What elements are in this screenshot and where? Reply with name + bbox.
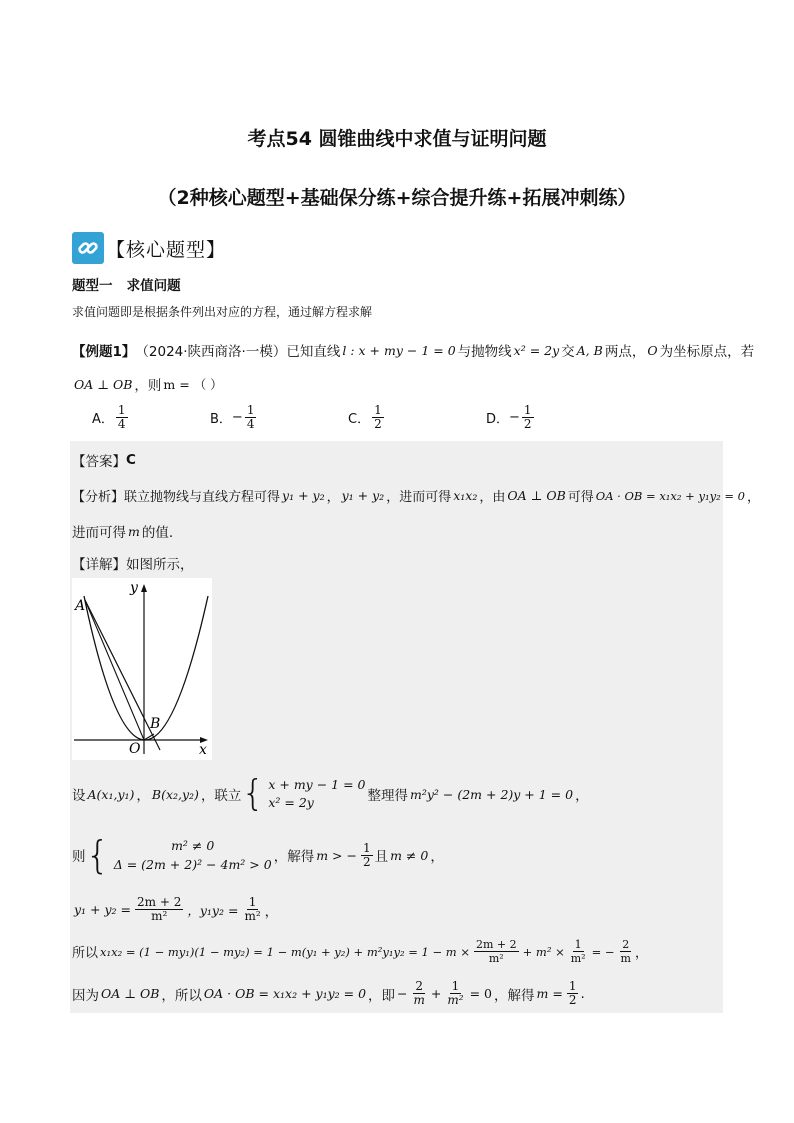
example-text: 交 [561, 344, 575, 360]
choice-fraction [116, 404, 128, 431]
label-y: y [130, 580, 138, 596]
section-header [72, 232, 226, 264]
choice-d [486, 404, 536, 431]
choice-fraction [372, 404, 384, 431]
step-text: ， [575, 788, 589, 804]
step-expr: = − [591, 944, 615, 959]
fraction-num: 1 [523, 403, 532, 417]
step-expr: − [397, 986, 408, 1001]
answer-value: C [126, 452, 136, 468]
choice-b [210, 404, 258, 431]
detail-text: 如图所示， [126, 557, 194, 573]
choice-fraction [245, 404, 257, 431]
points-label: A, B [576, 342, 603, 358]
page-subtitle: （2种核心题型+基础保分练+综合提升练+拓展冲刺练） [157, 187, 637, 209]
step-text: ，所以 [161, 987, 202, 1004]
fraction-den: 2 [374, 417, 382, 431]
fraction-den: 4 [117, 417, 126, 431]
choice-fraction [522, 404, 534, 431]
fraction-den: m² [151, 909, 168, 923]
fraction [567, 980, 579, 1007]
fraction-num: 2m + 2 [137, 895, 182, 909]
fraction-num: 1 [568, 979, 577, 993]
detail-line [72, 553, 194, 573]
step-expr: = 0 [469, 986, 492, 1001]
answer-line [72, 450, 136, 470]
choice-letter: D． [486, 412, 510, 427]
example-label: 【例题1】 [72, 344, 136, 360]
fraction-den: 2 [568, 993, 577, 1007]
choice-letter: B． [210, 412, 232, 427]
detail-label: 【详解】 [72, 557, 126, 573]
parabola-equation: x² = 2y [513, 342, 560, 358]
analysis-line [72, 486, 760, 505]
step-text: 因为 [72, 987, 99, 1004]
origin-label: O [647, 342, 658, 358]
fraction [412, 980, 427, 1007]
analysis-text: 进而可得 [72, 525, 126, 541]
perp-condition: OA ⊥ OB [74, 376, 133, 392]
fraction [445, 980, 465, 1007]
fraction [474, 938, 519, 965]
system-eq: x² = 2y [268, 795, 314, 810]
choice-c [348, 404, 386, 431]
link-icon [72, 232, 104, 264]
step-text: ， [634, 946, 648, 961]
fraction [619, 938, 633, 965]
step-text: 所以 [72, 946, 99, 961]
example-question [72, 340, 754, 360]
example-text: 两点， [604, 344, 646, 360]
type-note: 求值问题即是根据条件列出对应的方程，通过解方程求解 [72, 305, 373, 319]
step-4 [72, 938, 648, 965]
analysis-expr: y₁ + y₂ [341, 488, 385, 503]
fraction-num: 1 [451, 979, 460, 993]
step-text: 且 [374, 849, 389, 865]
label-a: A [75, 598, 86, 614]
step-expr: m ≠ 0 [390, 847, 429, 863]
step-expr: OA · OB = x₁x₂ + y₁y₂ = 0 [203, 986, 367, 1001]
choice-letter: C． [348, 412, 371, 427]
brace: { [241, 773, 265, 814]
type-heading: 题型一 求值问题 [72, 278, 181, 294]
step-expr: m > − [316, 847, 357, 863]
system-eq: Δ = (2m + 2)² − 4m² > 0 [113, 857, 272, 872]
fraction-num: 1 [117, 403, 126, 417]
fraction-num: 2 [415, 979, 424, 993]
step-expr: ，y₁y₂ = [187, 902, 239, 918]
system-eq: x + my − 1 = 0 [268, 777, 366, 792]
condition-system [112, 836, 274, 874]
example-source: （2024·陕西商洛·一模） [135, 344, 287, 360]
choice-letter: A． [92, 412, 114, 427]
brace: { [85, 833, 110, 877]
analysis-expr: OA · OB = x₁x₂ + y₁y₂ = 0 [595, 488, 745, 503]
page-title: 考点54 圆锥曲线中求值与证明问题 [247, 128, 547, 150]
fraction [361, 842, 373, 869]
step-text: ，即 [368, 987, 396, 1004]
label-b: B [150, 716, 161, 732]
step-2 [72, 833, 444, 877]
step-text: 则 [72, 849, 86, 865]
step-expr: OA ⊥ OB [101, 986, 160, 1001]
step-text: ，联立 [200, 788, 242, 804]
fraction-den: m² [244, 909, 261, 923]
fraction-den: m [620, 952, 631, 965]
fraction-den: m [413, 993, 425, 1007]
analysis-text: 的值. [141, 525, 174, 541]
step-expr: + [430, 986, 442, 1001]
section-title: 【核心题型】 [106, 238, 227, 261]
fraction-num: 2m + 2 [475, 938, 517, 951]
step-text: 设 [72, 788, 86, 804]
step-expr: B(x₂,y₂) [151, 786, 199, 802]
label-x: x [199, 742, 207, 758]
fraction-den: 2 [362, 854, 371, 869]
fraction-den: 2 [523, 417, 532, 431]
example-text: ，则 [134, 378, 162, 394]
step-text: ，解得 [494, 987, 535, 1004]
analysis-text: ， [746, 490, 760, 505]
step-text: ， [430, 849, 444, 865]
analysis-expr: OA ⊥ OB [507, 488, 566, 503]
step-1 [72, 773, 589, 814]
step-expr: + m² × [522, 944, 565, 959]
answer-label: 【答案】 [72, 454, 126, 470]
step-expr: x₁x₂ = (1 − my₁)(1 − my₂) = 1 − m(y₁ + y₂) + m²y₁y₂ = 1 − m × [100, 944, 470, 959]
fraction-num: 2 [622, 938, 630, 951]
step-5 [72, 980, 585, 1007]
choice-a [92, 404, 130, 431]
step-expr: m²y² − (2m + 2)y + 1 = 0 [409, 786, 574, 802]
fraction-den: m² [488, 952, 504, 965]
line-equation: l : x + my − 1 = 0 [342, 342, 456, 358]
analysis-expr: m [128, 523, 140, 539]
step-text: ， [264, 903, 279, 920]
example-text: 已知直线 [286, 344, 341, 360]
system-eq: m² ≠ 0 [171, 838, 215, 853]
parabola-figure [72, 578, 212, 760]
analysis-text: ，由 [479, 490, 506, 505]
step-text: . [580, 985, 585, 1002]
example-text: 为坐标原点，若 [659, 344, 755, 360]
analysis-text: ， [326, 490, 340, 505]
example-text: 与抛物线 [457, 344, 512, 360]
step-expr: A(x₁,y₁) [87, 786, 135, 802]
fraction-num: 1 [362, 840, 371, 855]
step-expr: y₁ + y₂ = [74, 902, 132, 917]
example-question-line2 [72, 374, 225, 394]
step-text: 整理得 [367, 788, 408, 804]
fraction-num: 1 [374, 403, 382, 417]
fraction [242, 896, 262, 923]
fraction [569, 938, 588, 965]
choice-sign: − [509, 410, 520, 425]
choice-sign: − [231, 410, 243, 425]
fraction-den: m² [570, 952, 586, 965]
fraction-den: m² [447, 993, 464, 1007]
fraction-num: 1 [574, 938, 582, 951]
analysis-text: ，进而可得 [386, 490, 452, 505]
step-text: ， [136, 788, 150, 804]
question-ask: m = （ ） [163, 377, 223, 392]
label-o: O [129, 741, 141, 757]
fraction-num: 1 [248, 895, 257, 909]
step-expr: m = [536, 986, 563, 1001]
analysis-expr: y₁ + y₂ [282, 488, 325, 503]
equation-system [266, 776, 367, 812]
analysis-line2 [72, 521, 173, 541]
analysis-text: 可得 [567, 490, 594, 505]
step-text: ，解得 [273, 849, 315, 865]
analysis-text: 联立抛物线与直线方程可得 [124, 490, 281, 505]
step-3 [72, 896, 278, 923]
fraction [135, 896, 183, 923]
analysis-expr: x₁x₂ [453, 488, 478, 503]
fraction-num: 1 [246, 403, 255, 417]
fraction-den: 4 [246, 417, 255, 431]
analysis-label: 【分析】 [72, 490, 125, 505]
